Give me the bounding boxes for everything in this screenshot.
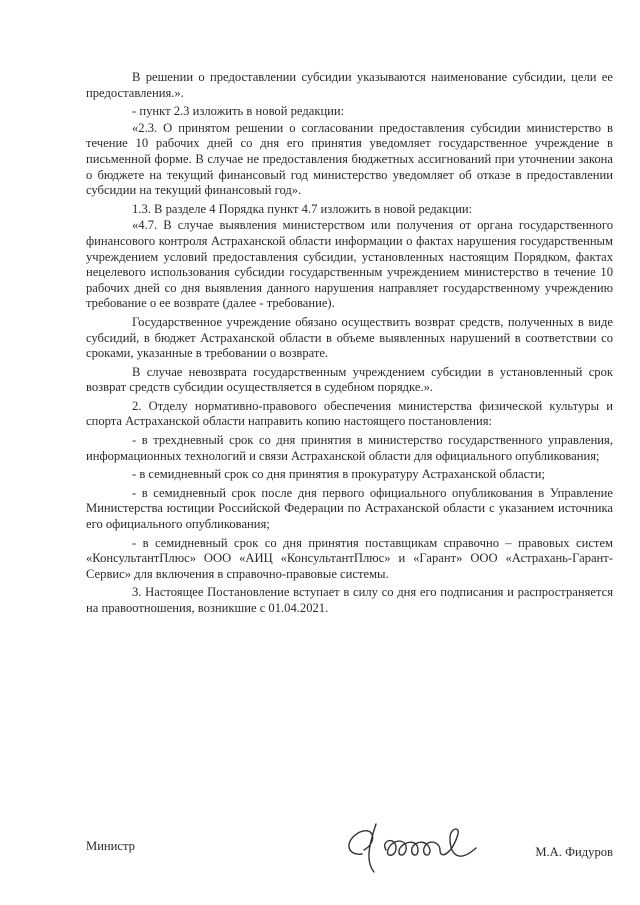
signer-name: М.А. Фидуров [535, 845, 613, 859]
paragraph-section-1-3: 1.3. В разделе 4 Порядка пункт 4.7 изложить в новой редакции: [132, 201, 473, 216]
paragraph-point-4-7: «4.7. В случае выявления министерством или получения от органа государственного финансового контроля Астраханской области информации о фактах нарушения государственным учреждением условий предоставления субсидии, установленных настоящим Порядком, фактах нецелевого использования субсидии государственным учреждением министерство в течение 10 рабочих дней со дня выявления данного нарушения направляет государственному учреждению требование о ее возврате (далее - требование). [86, 218, 613, 311]
document-body [86, 70, 613, 620]
signature-block [86, 810, 613, 880]
paragraph-point-2-3: «2.3. О принятом решении о согласовании предоставления субсидии министерство в течение 10 рабочих дней со дня его принятия уведомляет государственное учреждение в письменной форме. В случае не предоставления бюджетных ассигнований при уточнении закона о бюджете на текущий финансовый год министерство уведомляет об отказе в предоставлении субсидии на текущий финансовый год». [86, 120, 613, 198]
paragraph-court-procedure: В случае невозврата государственным учреждением субсидии в установленный срок возврат средств субсидии осуществляется в судебном порядке.». [86, 364, 613, 395]
paragraph-legal-systems: - в семидневный срок со дня принятия поставщикам справочно – правовых систем «КонсультантПлюс» ООО «АИЦ «КонсультантПлюс» и «Гарант» ООО «Астрахань-Гарант-Сервис» для включения в справочно-правовые системы. [86, 535, 613, 581]
paragraph-point-2-3-intro: - пункт 2.3 изложить в новой редакции: [132, 104, 345, 119]
paragraph-item-3: 3. Настоящее Постановление вступает в силу со дня его подписания и распространяется на правоотношения, возникшие с 01.04.2021. [86, 585, 613, 615]
paragraph-justice-ministry: - в семидневный срок после дня первого официального опубликования в Управление Министерства юстиции Российской Федерации по Астраханской области с указанием источника его официального опубликования; [86, 485, 613, 532]
paragraph-refund-obligation: Государственное учреждение обязано осуществить возврат средств, полученных в виде субсидий, в бюджет Астраханской области в объеме выявленных нарушений в соответствии со сроками, указанные в требовании о возврате. [86, 314, 613, 361]
paragraph-3-day-term: - в трехдневный срок со дня принятия в министерство государственного управления, информационных технологий и связи Астраханской области для официального опубликования; [86, 433, 613, 463]
signer-title: Министр [86, 839, 135, 853]
paragraph-subsidy-name: В решении о предоставлении субсидии указываются наименование субсидии, цели ее предоставления.». [86, 70, 613, 100]
handwritten-signature-icon [334, 810, 494, 880]
paragraph-item-2: 2. Отделу нормативно-правового обеспечения министерства физической культуры и спорта Астраханской области направить копию настоящего постановления: [86, 398, 613, 429]
paragraph-prosecutor: - в семидневный срок со дня принятия в прокуратуру Астраханской области; [132, 467, 545, 482]
